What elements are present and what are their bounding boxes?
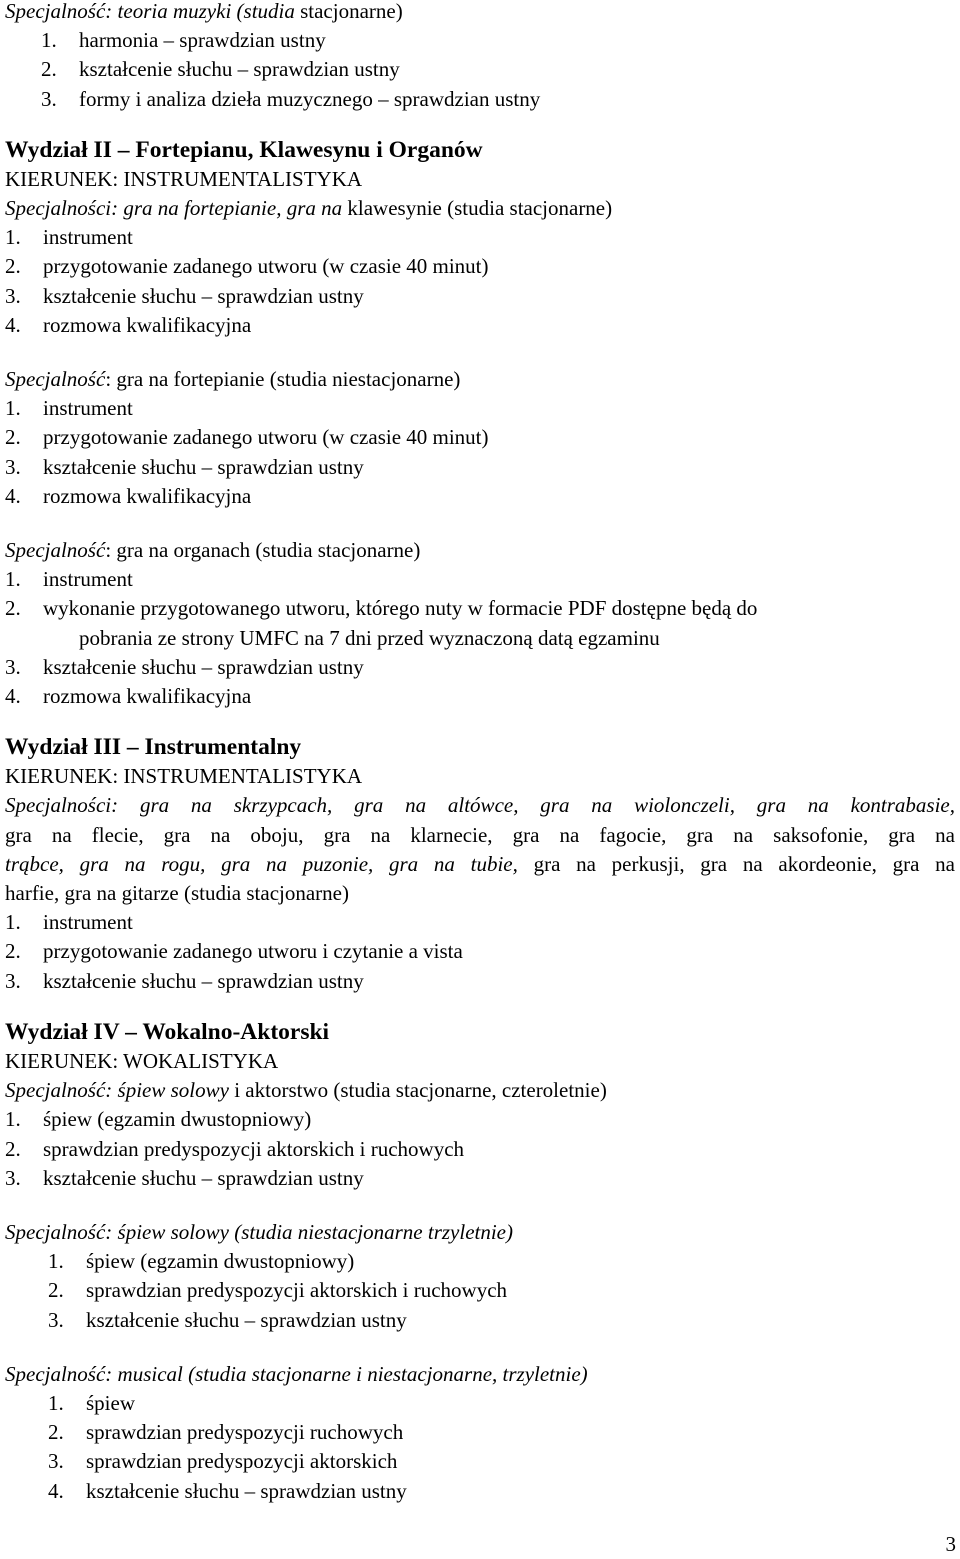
list-item: 3. kształcenie słuchu – sprawdzian ustny [5, 968, 364, 993]
page-number: 3 [945, 1532, 956, 1556]
field-heading: KIERUNEK: INSTRUMENTALISTYKA [5, 764, 363, 789]
faculty-heading: Wydział IV – Wokalno-Aktorski [5, 1018, 330, 1045]
list-item: 1. instrument [5, 567, 133, 592]
list-item: 2. sprawdzian predyspozycji aktorskich i ruchowych [5, 1136, 465, 1161]
list-item: 3. kształcenie słuchu – sprawdzian ustny [5, 654, 364, 679]
spec-heading: Specjalność: gra na organach (studia stacjonarne) [5, 538, 421, 563]
list-item: 3. kształcenie słuchu – sprawdzian ustny [48, 1307, 407, 1332]
list-item: 4. rozmowa kwalifikacyjna [5, 312, 252, 337]
list-item: 3. formy i analiza dzieła muzycznego – sprawdzian ustny [41, 86, 541, 111]
list-item: 4. rozmowa kwalifikacyjna [5, 684, 252, 709]
document-page [5, 0, 955, 1506]
list-item: 2. wykonanie przygotowanego utworu, którego nuty w formacie PDF dostępne będą do [5, 596, 758, 621]
list-item: 1. instrument [5, 910, 133, 935]
list-item: 3. kształcenie słuchu – sprawdzian ustny [5, 1165, 364, 1190]
spec-paragraph-line: trąbce, gra na rogu, gra na puzonie, gra na tubie, gra na perkusji, gra na akordeonie, gra na [5, 851, 955, 876]
list-item-continuation: pobrania ze strony UMFC na 7 dni przed wyznaczoną datą egzaminu [79, 625, 660, 650]
list-item: 1. śpiew [48, 1390, 135, 1415]
list-item: 1. śpiew (egzamin dwustopniowy) [48, 1249, 355, 1274]
list-item: 1. śpiew (egzamin dwustopniowy) [5, 1107, 312, 1132]
spec-heading: Specjalność: teoria muzyki (studia stacjonarne) [5, 0, 403, 23]
list-item: 4. rozmowa kwalifikacyjna [5, 483, 252, 508]
spec-paragraph-line: harfie, gra na gitarze (studia stacjonarne) [5, 881, 349, 906]
field-heading: KIERUNEK: INSTRUMENTALISTYKA [5, 166, 363, 191]
list-item: 4. kształcenie słuchu – sprawdzian ustny [48, 1478, 407, 1503]
spec-heading: Specjalność: śpiew solowy i aktorstwo (studia stacjonarne, czteroletnie) [5, 1078, 607, 1103]
list-item: 3. kształcenie słuchu – sprawdzian ustny [5, 454, 364, 479]
list-item: 2. kształcenie słuchu – sprawdzian ustny [41, 57, 400, 82]
list-item: 2. przygotowanie zadanego utworu i czytanie a vista [5, 939, 463, 964]
list-item: 3. sprawdzian predyspozycji aktorskich [48, 1449, 398, 1474]
list-item: 1. instrument [5, 225, 133, 250]
faculty-heading: Wydział III – Instrumentalny [5, 734, 302, 761]
spec-heading: Specjalność: śpiew solowy (studia niestacjonarne trzyletnie) [5, 1219, 513, 1244]
list-item: 2. przygotowanie zadanego utworu (w czasie 40 minut) [5, 425, 489, 450]
list-item: 2. przygotowanie zadanego utworu (w czasie 40 minut) [5, 254, 489, 279]
faculty-heading: Wydział II – Fortepianu, Klawesynu i Organów [5, 136, 483, 163]
list-item: 2. sprawdzian predyspozycji aktorskich i ruchowych [48, 1278, 508, 1303]
spec-heading: Specjalności: gra na fortepianie, gra na klawesynie (studia stacjonarne) [5, 196, 613, 221]
spec-paragraph-line: gra na flecie, gra na oboju, gra na klarnecie, gra na fagocie, gra na saksofonie, gra na [5, 822, 955, 847]
list-item: 2. sprawdzian predyspozycji ruchowych [48, 1420, 404, 1445]
spec-heading: Specjalność: gra na fortepianie (studia niestacjonarne) [5, 367, 461, 392]
field-heading: KIERUNEK: WOKALISTYKA [5, 1048, 279, 1073]
list-item: 3. kształcenie słuchu – sprawdzian ustny [5, 283, 364, 308]
list-item: 1. instrument [5, 396, 133, 421]
list-item: 1. harmonia – sprawdzian ustny [41, 28, 326, 53]
spec-paragraph-line: Specjalności: gra na skrzypcach, gra na altówce, gra na wiolonczeli, gra na kontrabasie, [5, 793, 955, 818]
spec-heading: Specjalność: musical (studia stacjonarne i niestacjonarne, trzyletnie) [5, 1361, 588, 1386]
